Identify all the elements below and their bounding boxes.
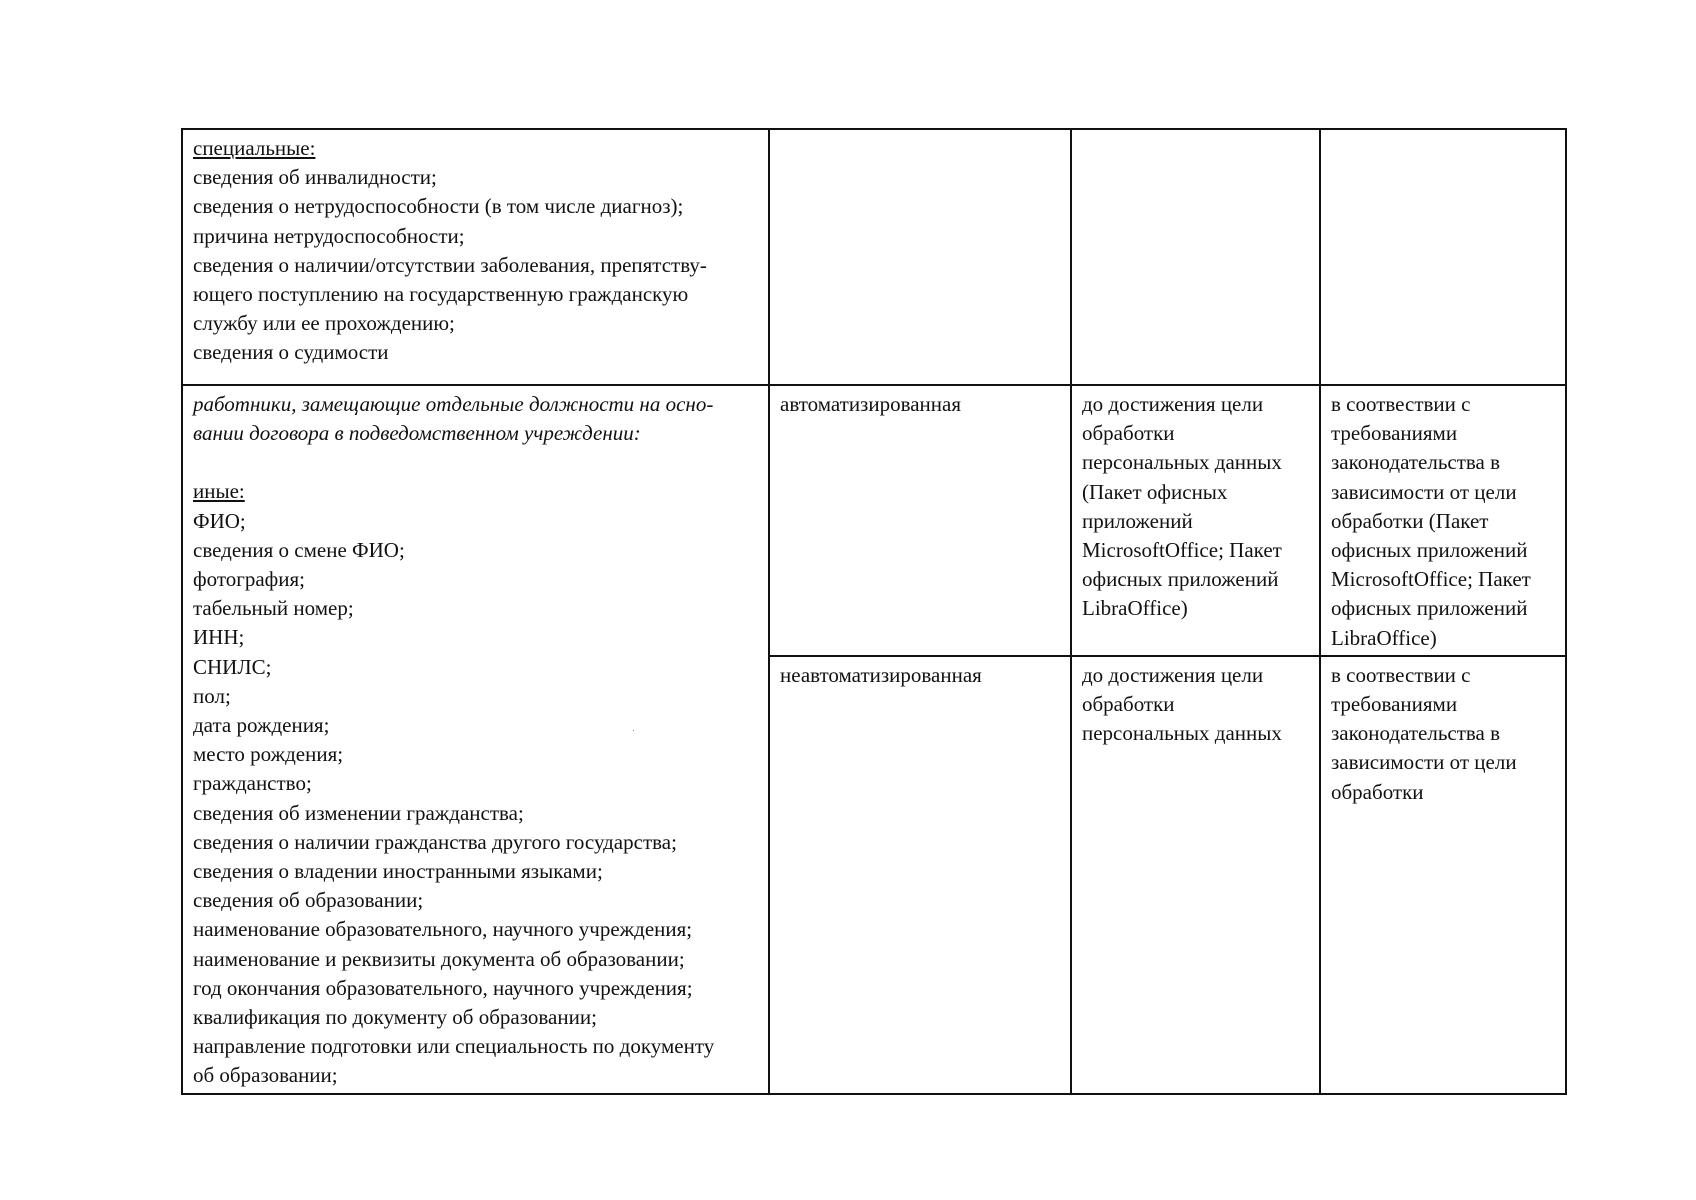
list-item: фотография; [193, 567, 306, 592]
storage-line: офисных приложений [1331, 596, 1528, 621]
processing-term-cell [1071, 129, 1320, 385]
list-item: сведения о наличии/отсутствии заболевания, препятству- [193, 252, 707, 277]
list-item: гражданство; [193, 771, 312, 796]
list-item: сведения об образовании; [193, 888, 424, 913]
storage-line: MicrosoftOffice; Пакет [1331, 567, 1531, 592]
processing-method-manual: неавтоматизированная [780, 662, 982, 687]
term-line: LibraOffice) [1082, 596, 1188, 621]
storage-line: зависимости от цели [1331, 479, 1517, 504]
list-item: сведения о владении иностранными языками; [193, 859, 603, 884]
processing-method-automated: автоматизированная [780, 392, 962, 416]
processing-method-cell [769, 129, 1071, 385]
table-row [182, 129, 1566, 385]
category-label-other: иные: [193, 479, 245, 504]
subject-group-label: работники, замещающие отдельные должности на осно- [193, 392, 714, 416]
list-item: год окончания образовательного, научного учреждения; [193, 975, 693, 1000]
table-row [182, 385, 1566, 656]
term-line: приложений [1082, 508, 1193, 533]
list-item: сведения о наличии гражданства другого государства; [193, 829, 677, 854]
storage-line: в соотвествии с [1331, 662, 1471, 687]
list-item: наименование и реквизиты документа об образовании; [193, 946, 685, 971]
subject-group-label: вании договора в подведомственном учреждении: [193, 421, 641, 446]
processing-term-cell [1071, 656, 1320, 1094]
list-item: причина нетрудоспособности; [193, 223, 465, 248]
data-categories-cell [182, 129, 769, 385]
list-item: сведения о судимости [193, 340, 389, 365]
list-item: дата рождения; [193, 713, 330, 738]
list-item: место рождения; [193, 742, 344, 767]
list-item: об образовании; [193, 1063, 338, 1088]
processing-method-cell [769, 385, 1071, 656]
list-item: сведения о смене ФИО; [193, 537, 405, 562]
list-item: направление подготовки или специальность по документу [193, 1034, 715, 1059]
storage-line: требованиями [1331, 692, 1458, 717]
processing-term-cell [1071, 385, 1320, 656]
list-item: квалификация по документу об образовании; [193, 1005, 597, 1030]
storage-term-cell [1320, 129, 1566, 385]
term-line: (Пакет офисных [1082, 479, 1228, 504]
list-item: ИНН; [193, 625, 245, 650]
storage-line: требованиями [1331, 421, 1458, 446]
category-label-special: специальные: [193, 136, 316, 160]
storage-term-cell [1320, 385, 1566, 656]
list-item: ющего поступлению на государственную гражданскую [193, 282, 689, 307]
personal-data-table [181, 128, 1567, 1095]
storage-line: LibraOffice) [1331, 625, 1437, 650]
storage-line: обработки (Пакет [1331, 508, 1489, 533]
storage-line: законодательства в [1331, 450, 1501, 475]
processing-method-cell [769, 656, 1071, 1094]
storage-line: в соотвествии с [1331, 392, 1471, 416]
list-item: сведения о нетрудоспособности (в том числе диагноз); [193, 194, 684, 219]
list-item: ФИО; [193, 508, 246, 533]
storage-line: законодательства в [1331, 721, 1501, 746]
term-line: MicrosoftOffice; Пакет [1082, 538, 1282, 563]
term-line: до достижения цели [1082, 392, 1264, 416]
term-line: персональных данных [1082, 450, 1282, 475]
term-line: обработки [1082, 692, 1175, 717]
term-line: до достижения цели [1082, 662, 1264, 687]
list-item: пол; [193, 683, 231, 708]
storage-line: обработки [1331, 779, 1424, 804]
list-item: СНИЛС; [193, 654, 272, 679]
list-item: сведения об инвалидности; [193, 165, 437, 190]
term-line: офисных приложений [1082, 567, 1279, 592]
storage-line: офисных приложений [1331, 538, 1528, 563]
storage-line: зависимости от цели [1331, 750, 1517, 775]
scan-speck [633, 730, 634, 731]
term-line: обработки [1082, 421, 1175, 446]
data-categories-cell [182, 385, 769, 1094]
list-item: табельный номер; [193, 596, 354, 621]
list-item: наименование образовательного, научного учреждения; [193, 917, 693, 942]
term-line: персональных данных [1082, 721, 1282, 746]
list-item: сведения об изменении гражданства; [193, 800, 524, 825]
storage-term-cell [1320, 656, 1566, 1094]
list-item: службу или ее прохождению; [193, 311, 455, 336]
